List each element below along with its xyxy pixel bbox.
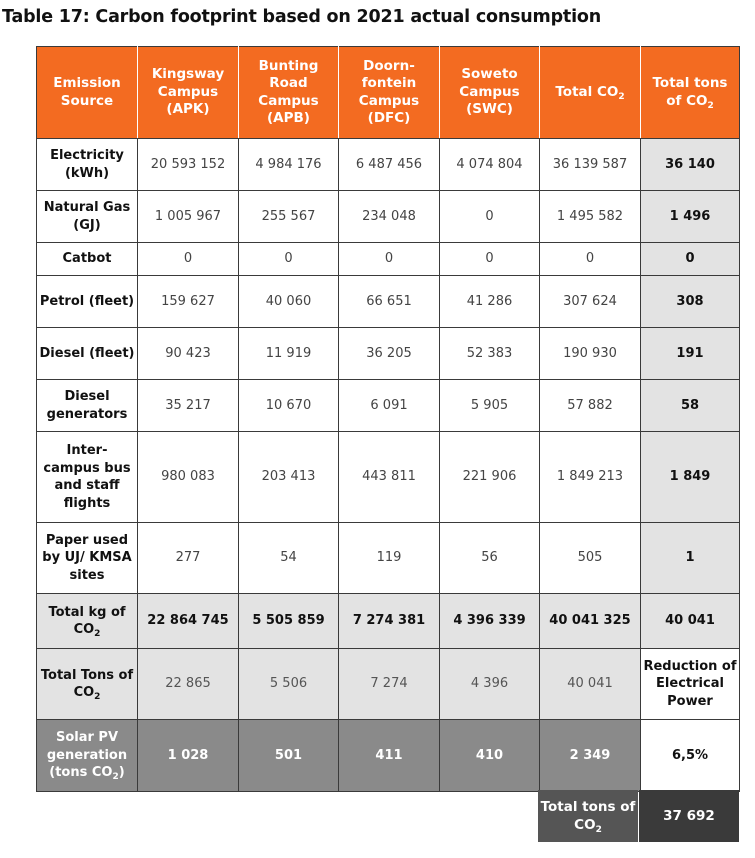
cell-total: 1 849 213 bbox=[540, 432, 641, 523]
cell-total: 2 349 bbox=[540, 720, 641, 792]
cell-tons: 58 bbox=[641, 380, 740, 432]
cell-apk: 22 864 745 bbox=[138, 594, 239, 649]
cell-dfc: 7 274 381 bbox=[339, 594, 440, 649]
header-bunting-road-campus: Bunting Road Campus (APB) bbox=[239, 47, 339, 139]
cell-swc: 0 bbox=[440, 243, 540, 276]
cell-apk: 90 423 bbox=[138, 328, 239, 380]
row-label: Total Tons of $CO_2$ bbox=[37, 649, 138, 720]
row-label: Inter-campus bus and staff flights bbox=[37, 432, 138, 523]
cell-apb: 5 506 bbox=[239, 649, 339, 720]
table-row bbox=[37, 523, 740, 594]
cell-swc: 221 906 bbox=[440, 432, 540, 523]
cell-total: 505 bbox=[540, 523, 641, 594]
total-tons-row bbox=[37, 649, 740, 720]
cell-tons: 40 041 bbox=[641, 594, 740, 649]
cell-dfc: 7 274 bbox=[339, 649, 440, 720]
cell-apb: 5 505 859 bbox=[239, 594, 339, 649]
cell-swc: 4 396 bbox=[440, 649, 540, 720]
cell-tons: 191 bbox=[641, 328, 740, 380]
cell-tons: 1 496 bbox=[641, 191, 740, 243]
cell-total: 40 041 325 bbox=[540, 594, 641, 649]
cell-dfc: 411 bbox=[339, 720, 440, 792]
solar-row bbox=[37, 720, 740, 792]
cell-tons: 0 bbox=[641, 243, 740, 276]
header-doornfontein-campus: Doorn-fontein Campus (DFC) bbox=[339, 47, 440, 139]
row-label: Total kg of $CO_2$ bbox=[37, 594, 138, 649]
cell-total: 40 041 bbox=[540, 649, 641, 720]
cell-swc: 52 383 bbox=[440, 328, 540, 380]
row-label: Paper used by UJ/ KMSA sites bbox=[37, 523, 138, 594]
cell-apb: 255 567 bbox=[239, 191, 339, 243]
cell-apk: 22 865 bbox=[138, 649, 239, 720]
cell-apb: 0 bbox=[239, 243, 339, 276]
cell-apk: 159 627 bbox=[138, 276, 239, 328]
cell-swc: 41 286 bbox=[440, 276, 540, 328]
row-label: Catbot bbox=[37, 243, 138, 276]
cell-tons: 1 bbox=[641, 523, 740, 594]
cell-swc: 4 074 804 bbox=[440, 139, 540, 191]
cell-swc: 4 396 339 bbox=[440, 594, 540, 649]
cell-swc: 410 bbox=[440, 720, 540, 792]
cell-apk: 1 005 967 bbox=[138, 191, 239, 243]
carbon-footprint-table bbox=[36, 46, 740, 792]
header-emission-source: Emission Source bbox=[37, 47, 138, 139]
table-row bbox=[37, 328, 740, 380]
cell-apk: 20 593 152 bbox=[138, 139, 239, 191]
table-row bbox=[37, 432, 740, 523]
cell-swc: 0 bbox=[440, 191, 540, 243]
row-label: Diesel (fleet) bbox=[37, 328, 138, 380]
cell-total: 36 139 587 bbox=[540, 139, 641, 191]
cell-apk: 0 bbox=[138, 243, 239, 276]
header-total-tons-co2: Total tons of $CO_2$ bbox=[641, 47, 740, 139]
cell-total: 57 882 bbox=[540, 380, 641, 432]
row-label: Electricity (kWh) bbox=[37, 139, 138, 191]
total-kg-row bbox=[37, 594, 740, 649]
cell-dfc: 119 bbox=[339, 523, 440, 594]
cell-dfc: 234 048 bbox=[339, 191, 440, 243]
cell-dfc: 443 811 bbox=[339, 432, 440, 523]
cell-apb: 54 bbox=[239, 523, 339, 594]
table-row bbox=[37, 380, 740, 432]
cell-apk: 980 083 bbox=[138, 432, 239, 523]
cell-total: 190 930 bbox=[540, 328, 641, 380]
cell-apb: 10 670 bbox=[239, 380, 339, 432]
cell-total: 307 624 bbox=[540, 276, 641, 328]
header-soweto-campus: Soweto Campus (SWC) bbox=[440, 47, 540, 139]
cell-apb: 4 984 176 bbox=[239, 139, 339, 191]
header-row bbox=[37, 47, 740, 139]
table-row bbox=[37, 243, 740, 276]
cell-apb: 11 919 bbox=[239, 328, 339, 380]
row-label: Diesel generators bbox=[37, 380, 138, 432]
cell-dfc: 66 651 bbox=[339, 276, 440, 328]
table-row bbox=[37, 139, 740, 191]
cell-tons: 308 bbox=[641, 276, 740, 328]
cell-total: 0 bbox=[540, 243, 641, 276]
cell-tons: 36 140 bbox=[641, 139, 740, 191]
cell-dfc: 6 487 456 bbox=[339, 139, 440, 191]
row-label: Petrol (fleet) bbox=[37, 276, 138, 328]
cell-swc: 5 905 bbox=[440, 380, 540, 432]
reduction-value: 6,5% bbox=[641, 720, 740, 792]
cell-apk: 277 bbox=[138, 523, 239, 594]
cell-apk: 35 217 bbox=[138, 380, 239, 432]
cell-dfc: 0 bbox=[339, 243, 440, 276]
table-row bbox=[37, 191, 740, 243]
row-label: Solar PV generation (tons $CO_2$) bbox=[37, 720, 138, 792]
table-title: Table 17: Carbon footprint based on 2021 actual consumption bbox=[2, 7, 601, 27]
footer-total-tons-label: Total tons of $CO_2$ bbox=[538, 790, 638, 842]
row-label: Natural Gas (GJ) bbox=[37, 191, 138, 243]
footer-total-tons-value: 37 692 bbox=[639, 790, 739, 842]
cell-apb: 501 bbox=[239, 720, 339, 792]
cell-tons: 1 849 bbox=[641, 432, 740, 523]
header-kingsway-campus: Kingsway Campus (APK) bbox=[138, 47, 239, 139]
reduction-label: Reduction of Electrical Power bbox=[641, 649, 740, 720]
cell-swc: 56 bbox=[440, 523, 540, 594]
cell-total: 1 495 582 bbox=[540, 191, 641, 243]
cell-apk: 1 028 bbox=[138, 720, 239, 792]
cell-dfc: 36 205 bbox=[339, 328, 440, 380]
cell-apb: 40 060 bbox=[239, 276, 339, 328]
table-row bbox=[37, 276, 740, 328]
cell-dfc: 6 091 bbox=[339, 380, 440, 432]
header-total-co2: Total $CO_2$ bbox=[540, 47, 641, 139]
cell-apb: 203 413 bbox=[239, 432, 339, 523]
